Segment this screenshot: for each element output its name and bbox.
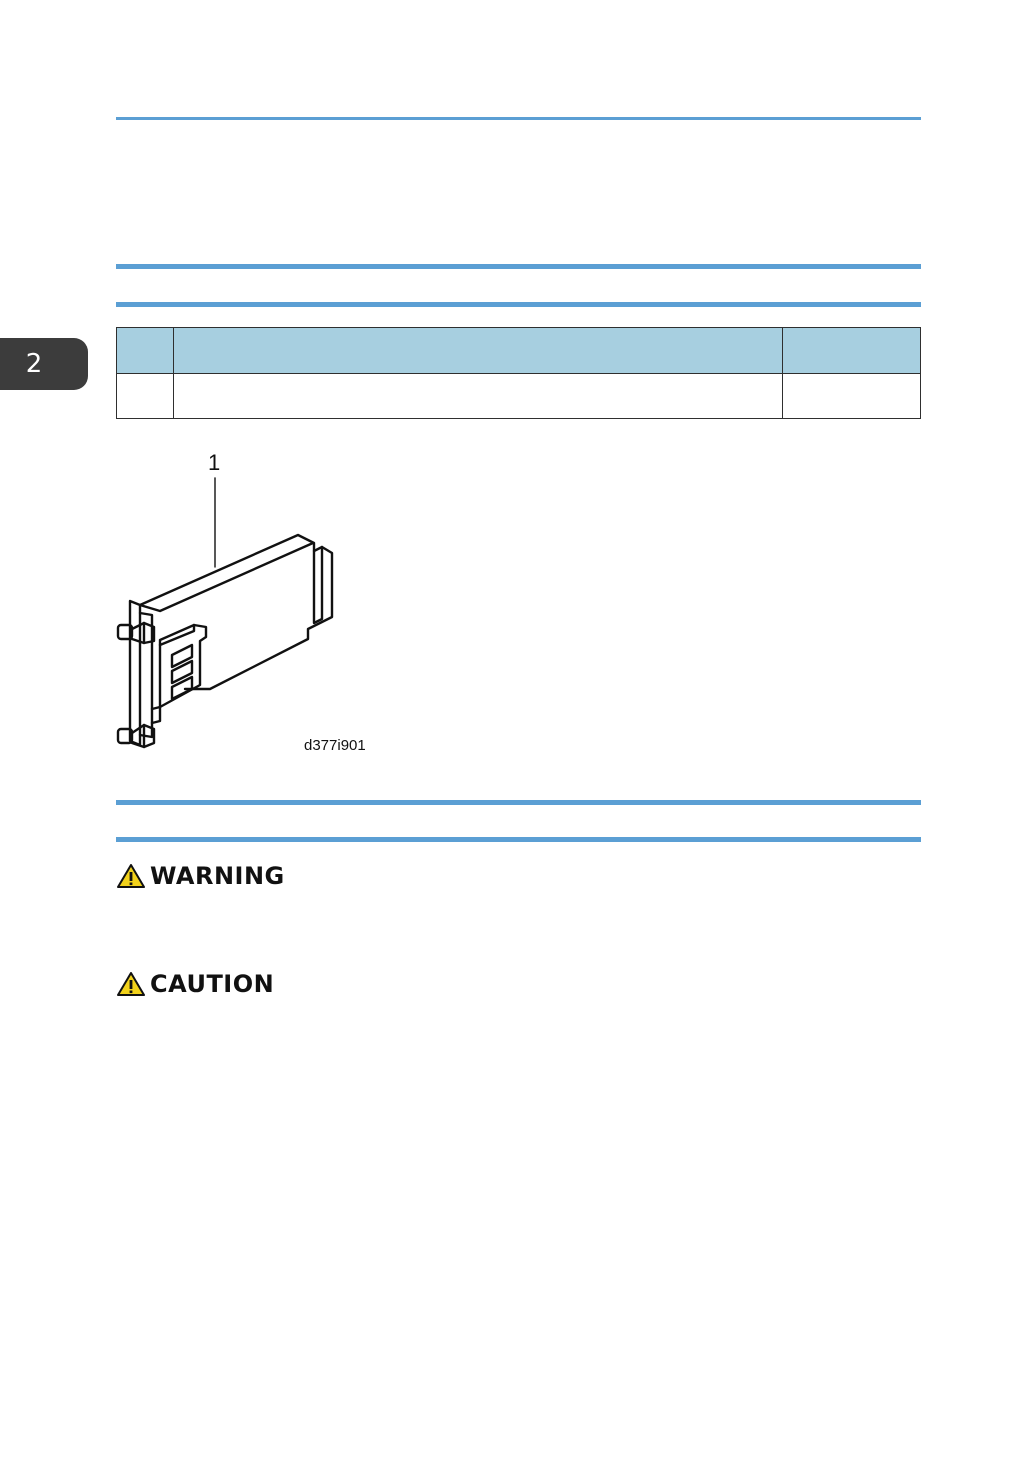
table-header-description [174,328,783,374]
table-cell-description [174,374,783,419]
table-header-qty [783,328,921,374]
table-row [117,374,921,419]
chapter-tab [0,338,88,390]
table-header-row [117,328,921,374]
caution-label: CAUTION [150,970,275,998]
table-header-no [117,328,174,374]
callout-number: 1 [208,450,221,475]
section-rule-bottom [116,302,921,307]
caution-triangle-icon [116,971,146,997]
parts-table [116,327,921,419]
table-cell-no [117,374,174,419]
table-cell-qty [783,374,921,419]
warning-label: WARNING [150,862,285,890]
section2-rule-top [116,800,921,805]
board-illustration [100,445,390,765]
warning-triangle-icon [116,863,146,889]
section2-rule-bottom [116,837,921,842]
chapter-number: 2 [25,349,43,379]
warning-notice [116,862,285,890]
section-rule-top [116,264,921,269]
interface-board-drawing [100,445,390,765]
header-rule [116,117,921,120]
caution-notice [116,970,274,998]
figure-caption: d377i901 [304,737,366,754]
